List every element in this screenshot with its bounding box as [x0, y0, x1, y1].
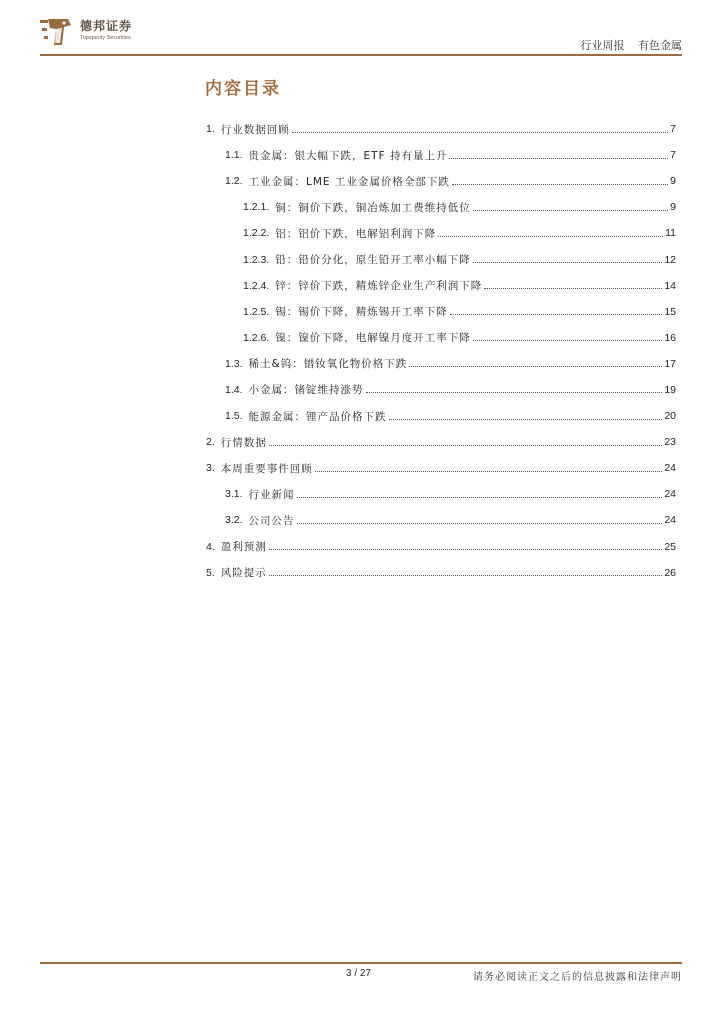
toc-leader-dots	[297, 497, 663, 498]
toc-entry-title: 稀土&钨：镨钕氧化物价格下跌	[248, 358, 408, 371]
toc-leader-dots	[297, 523, 663, 524]
footer-divider	[40, 962, 682, 964]
toc-entry-number: 3.1.	[225, 488, 243, 501]
toc-entry-page: 14	[664, 279, 676, 292]
toc-entry-title: 风险提示	[220, 567, 267, 580]
report-type-label: 行业周报	[580, 39, 625, 52]
toc-entry-title: 锡：锡价下降，精炼锡开工率下降	[275, 306, 448, 319]
toc-entry[interactable]	[206, 142, 676, 168]
toc-title: 内容目录	[205, 79, 281, 99]
toc-entry-page: 7	[670, 123, 676, 136]
toc-entry-page: 9	[670, 201, 676, 214]
toc-entry-page: 12	[664, 253, 676, 266]
toc-entry[interactable]	[206, 429, 676, 455]
toc-leader-dots	[269, 549, 663, 550]
toc-entry-number: 1.2.	[225, 175, 243, 188]
toc-entry-title: 盈利预测	[220, 541, 267, 554]
toc-entry-number: 1.2.1.	[243, 201, 270, 214]
toc-entry-page: 16	[664, 331, 676, 344]
toc-leader-dots	[269, 575, 663, 576]
header-divider	[40, 54, 682, 56]
toc-entry[interactable]	[206, 377, 676, 403]
toc-entry[interactable]	[206, 481, 676, 507]
toc-entry-number: 1.3.	[225, 357, 243, 370]
toc-entry[interactable]	[206, 455, 676, 481]
toc-leader-dots	[452, 184, 668, 185]
toc-entry-number: 5.	[206, 566, 215, 579]
toc-leader-dots	[409, 366, 662, 367]
toc-entry-page: 19	[664, 383, 676, 396]
toc-leader-dots	[438, 236, 663, 237]
logo-text-en: Topsperity Securities	[80, 35, 131, 41]
toc-entry-page: 26	[664, 566, 676, 579]
toc-entry[interactable]	[206, 246, 676, 272]
logo-icon	[38, 16, 74, 48]
toc-leader-dots	[389, 419, 663, 420]
toc-entry-number: 4.	[206, 540, 215, 553]
toc-entry-title: 能源金属：锂产品价格下跌	[248, 410, 387, 423]
table-of-contents	[206, 116, 676, 586]
toc-entry-number: 1.	[206, 123, 215, 136]
toc-entry-number: 3.	[206, 462, 215, 475]
toc-entry-title: 行情数据	[220, 436, 267, 449]
toc-leader-dots	[315, 471, 663, 472]
toc-entry-title: 铅：铅价分化，原生铅开工率小幅下降	[275, 254, 471, 267]
toc-entry[interactable]	[206, 403, 676, 429]
toc-entry-number: 1.2.3.	[243, 253, 270, 266]
toc-leader-dots	[450, 314, 663, 315]
toc-leader-dots	[473, 210, 668, 211]
toc-entry-title: 工业金属：LME 工业金属价格全部下跌	[248, 175, 450, 188]
toc-entry-number: 1.4.	[225, 383, 243, 396]
toc-entry-title: 行业数据回顾	[220, 123, 290, 136]
toc-entry[interactable]	[206, 194, 676, 220]
toc-entry-page: 7	[670, 149, 676, 162]
toc-entry-title: 公司公告	[248, 514, 295, 527]
toc-entry-number: 1.5.	[225, 410, 243, 423]
page-header	[0, 0, 724, 60]
toc-entry-page: 23	[664, 436, 676, 449]
toc-entry-number: 3.2.	[225, 514, 243, 527]
toc-entry-title: 镍：镍价下降，电解镍月度开工率下降	[275, 332, 471, 345]
header-labels	[581, 37, 683, 53]
toc-entry-title: 铝：铝价下跌，电解铝利润下降	[275, 227, 437, 240]
toc-entry-number: 1.2.4.	[243, 279, 270, 292]
toc-entry-number: 1.2.6.	[243, 331, 270, 344]
toc-entry[interactable]	[206, 299, 676, 325]
toc-entry[interactable]	[206, 273, 676, 299]
toc-entry-page: 24	[664, 462, 676, 475]
toc-entry-title: 小金属：锗锭维持涨势	[248, 384, 364, 397]
logo-text-cn: 德邦证券	[80, 19, 133, 33]
toc-entry[interactable]	[206, 560, 676, 586]
toc-entry-number: 1.2.2.	[243, 227, 270, 240]
toc-entry-page: 20	[664, 410, 676, 423]
toc-entry-page: 17	[664, 357, 676, 370]
toc-entry-page: 25	[664, 540, 676, 553]
toc-entry-title: 贵金属：银大幅下跌，ETF 持有量上升	[248, 149, 448, 162]
sector-label: 有色金属	[638, 39, 682, 52]
page-indicator: 3 / 27	[346, 968, 372, 979]
toc-entry-number: 1.1.	[225, 149, 243, 162]
toc-leader-dots	[292, 132, 668, 133]
toc-leader-dots	[473, 262, 663, 263]
toc-leader-dots	[449, 158, 668, 159]
toc-entry[interactable]	[206, 351, 676, 377]
toc-entry-title: 锌：锌价下跌，精炼锌企业生产利润下降	[275, 280, 483, 293]
toc-entry-page: 15	[664, 305, 676, 318]
toc-entry[interactable]	[206, 325, 676, 351]
toc-entry[interactable]	[206, 220, 676, 246]
toc-entry[interactable]	[206, 534, 676, 560]
toc-leader-dots	[473, 340, 663, 341]
toc-entry-page: 24	[664, 488, 676, 501]
disclaimer-note: 请务必阅读正文之后的信息披露和法律声明	[473, 972, 682, 983]
toc-entry[interactable]	[206, 168, 676, 194]
toc-entry-page: 9	[670, 175, 676, 188]
toc-entry-number: 2.	[206, 436, 215, 449]
toc-entry[interactable]	[206, 116, 676, 142]
toc-entry-number: 1.2.5.	[243, 305, 270, 318]
toc-leader-dots	[366, 392, 663, 393]
toc-entry-page: 11	[665, 227, 676, 240]
toc-leader-dots	[269, 445, 663, 446]
toc-entry-page: 24	[664, 514, 676, 527]
toc-entry-title: 铜：铜价下跌，铜冶炼加工费维持低位	[275, 201, 471, 214]
toc-entry[interactable]	[206, 507, 676, 533]
toc-leader-dots	[484, 288, 662, 289]
toc-entry-title: 本周重要事件回顾	[220, 462, 313, 475]
toc-entry-title: 行业新闻	[248, 488, 295, 501]
